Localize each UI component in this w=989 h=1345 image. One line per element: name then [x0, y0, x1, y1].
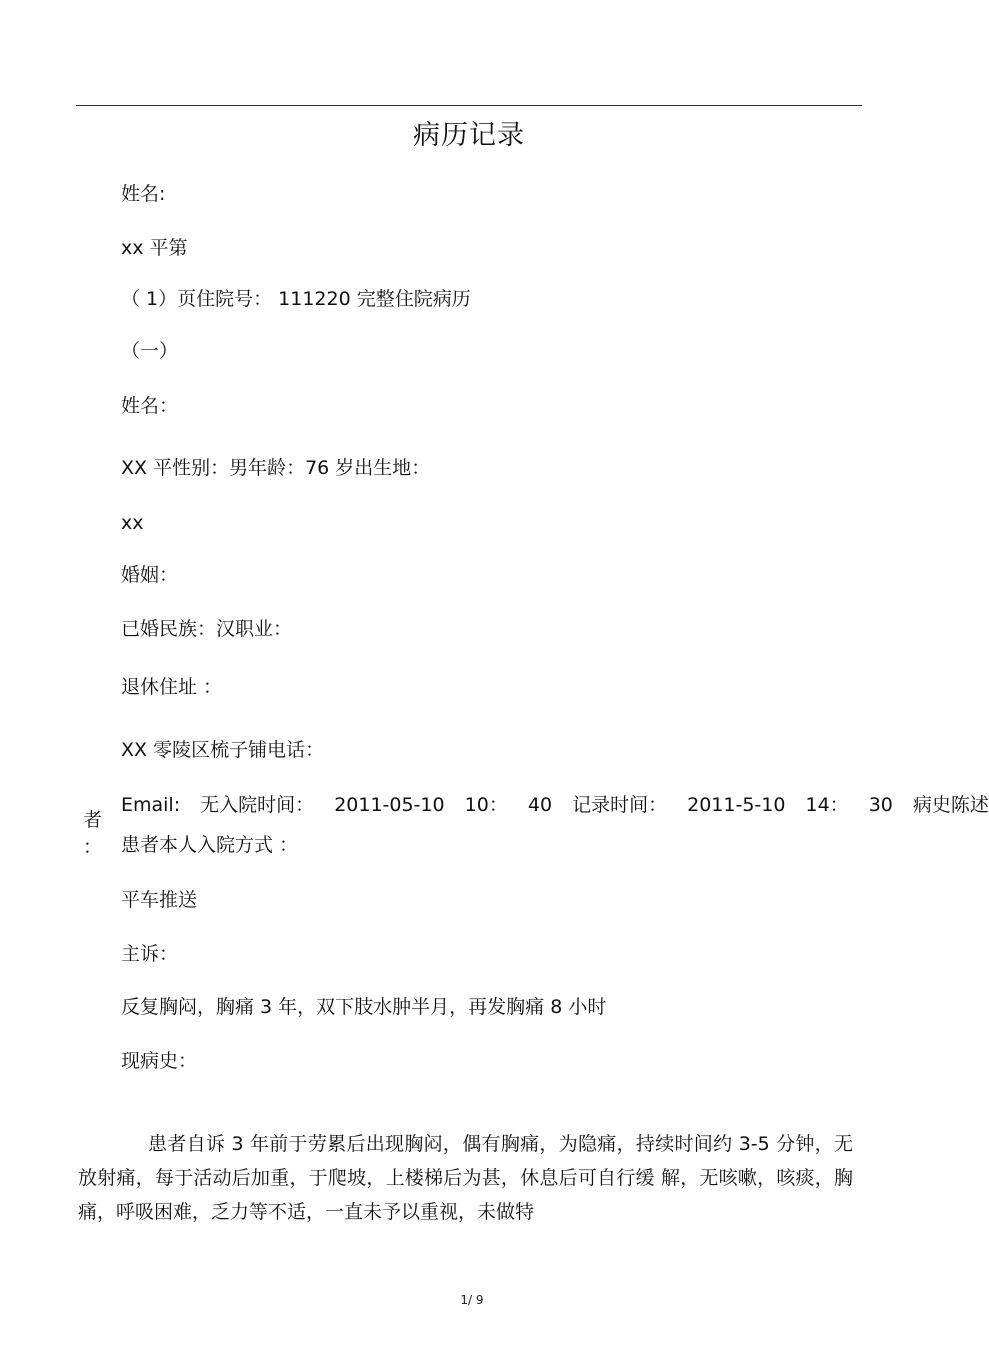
- text-line-email-admission-time: Email: 无入院时间： 2011-05-10 10： 40 记录时间： 2011-5-10 14： 30 病史陈述: [121, 794, 989, 816]
- text-line-admission-number: （ 1）页住院号： 111220 完整住院病历: [121, 288, 471, 310]
- text-line-gender-age: XX 平性别：男年龄：76 岁出生地：: [121, 457, 431, 479]
- document-title: 病历记录: [413, 120, 525, 151]
- text-line-address-label: 退休住址 ：: [121, 676, 223, 698]
- text-line-name-value: xx 平第: [121, 237, 188, 259]
- text-line-name-label-2: 姓名：: [121, 395, 179, 417]
- clipped-text-band: [121, 788, 989, 816]
- header-rule: [76, 105, 862, 106]
- history-paragraph: 患者自诉 3 年前于劳累后出现胸闷，偶有胸痛，为隐痛，持续时间约 3-5 分钟，无放射痛，每于活动后加重，于爬坡，上楼梯后为甚，休息后可自行缓 解，无咳嗽，咳痰，胸痛，呼吸困难，乏力等不适，一直未予以重视，未做特: [78, 1133, 853, 1223]
- text-line-marriage-ethnicity: 已婚民族：汉职业：: [121, 618, 293, 640]
- text-line-chief-complaint-label: 主诉：: [121, 943, 179, 965]
- side-char-colon: ：: [83, 836, 103, 858]
- page-number: 1/ 9: [460, 1293, 484, 1307]
- text-line-history-label: 现病史：: [121, 1050, 198, 1072]
- text-line-chief-complaint: 反复胸闷，胸痛 3 年，双下肢水肿半月，再发胸痛 8 小时: [121, 996, 607, 1018]
- text-line-admission-method-label: 患者本人入院方式 ：: [121, 834, 299, 856]
- text-line-address-phone: XX 零陵区梳子铺电话：: [121, 739, 325, 761]
- text-line-name-label: 姓名:: [121, 183, 166, 205]
- text-line-admission-method: 平车推送: [121, 889, 198, 911]
- side-char-zhe: 者: [83, 809, 103, 831]
- text-line-section-one: （一）: [121, 340, 179, 362]
- text-line-birthplace: xx: [121, 512, 144, 534]
- text-line-marriage-label: 婚姻：: [121, 564, 179, 586]
